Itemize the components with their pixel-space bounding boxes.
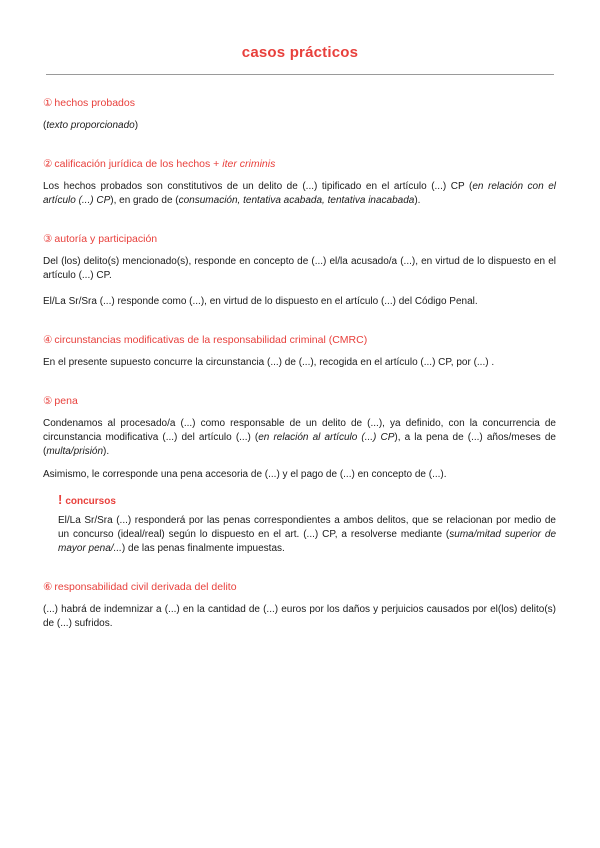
section-text-hechos-probados: (texto proporcionado) [43,120,139,131]
section-text-responsabilidad-civil: (...) habrá de indemnizar a (...) en la cantidad de (...) euros por los daños y perjuicios causados por el(los) delito(s) de (...) sufridos. [43,604,556,629]
section-heading-responsabilidad-civil [43,580,556,594]
section-text-concursos: El/La Sr/Sra (...) responderá por las penas correspondientes a ambos delitos, que se relacionan por medio de un concurso (ideal/real) según lo dispuesto en el art. (...) CP, a resolverse mediante (suma/mitad superior de mayor pena/...) de las penas finalmente impuestas. [58,515,556,554]
section-heading-pena [43,394,556,408]
section-number: ④ [43,334,53,346]
section-heading-calificacion [43,157,556,171]
section-text-autoria-2: El/La Sr/Sra (...) responde como (...), en virtud de lo dispuesto en el artículo (...) del Código Penal. [43,296,478,307]
section-number: ③ [43,233,53,245]
title-divider [46,74,554,75]
section-heading-cmrc [43,333,556,347]
section-number: ⑥ [43,581,53,593]
section-heading-autoria [43,232,556,246]
section-heading-hechos-probados [43,96,556,110]
exclamation-icon: ! [58,492,63,507]
section-heading-text: autoría y participación [54,233,158,245]
concursos-label: concursos [65,496,116,507]
section-heading-text: calificación jurídica de los hechos + [54,158,223,170]
section-text-calificacion: Los hechos probados son constitutivos de un delito de (...) tipificado en el artículo (...) CP (en relación con el artículo (...) CP), en grado de (consumación, tentativa acabada, tentativa inacabada). [43,181,556,206]
page-title: casos prácticos [241,44,359,61]
section-number: ① [43,97,53,109]
section-text-pena-1: Condenamos al procesado/a (...) como responsable de un delito de (...), ya definido, con la concurrencia de circunstancia modificativa (...) del artículo (...) (en relación al artículo (...) CP), a la pena de (...) años/meses de (multa/prisión). [43,418,556,457]
document-body [43,96,556,631]
concursos-callout [58,493,556,509]
section-text-autoria-1: Del (los) delito(s) mencionado(s), responde en concepto de (...) el/la acusado/a (...), en virtud de lo dispuesto en el artículo (...) CP. [43,256,556,281]
section-heading-emphasis: iter criminis [222,158,276,170]
section-heading-text: responsabilidad civil derivada del delito [54,581,237,593]
section-number: ② [43,158,53,170]
section-number: ⑤ [43,395,53,407]
section-heading-text: pena [54,395,78,407]
section-heading-text: hechos probados [54,97,135,109]
section-text-pena-2: Asimismo, le corresponde una pena accesoria de (...) y el pago de (...) en concepto de (...). [43,469,447,480]
section-text-cmrc: En el presente supuesto concurre la circunstancia (...) de (...), recogida en el artículo (...) CP, por (...) . [43,357,495,368]
section-heading-text: circunstancias modificativas de la responsabilidad criminal (CMRC) [54,334,368,346]
